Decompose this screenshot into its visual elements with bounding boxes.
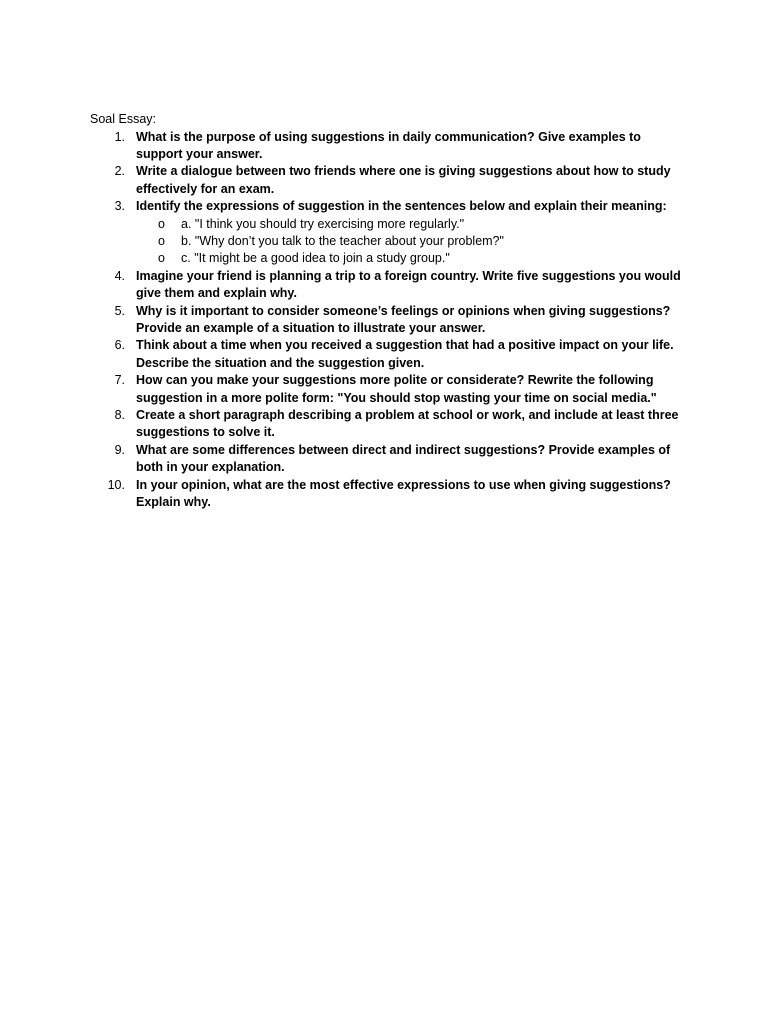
question-number: 7.: [114, 373, 125, 388]
question-list: [0, 129, 768, 512]
question-text: Imagine your friend is planning a trip to a foreign country. Write five suggestions you would give them and explain why.: [136, 268, 681, 301]
question-number: 5.: [114, 303, 125, 318]
question-number: 3.: [114, 199, 125, 214]
question-text: Think about a time when you received a suggestion that had a positive impact on your life. Describe the situation and the suggestion given.: [136, 338, 674, 370]
question-item: [0, 129, 768, 164]
question-number: 9.: [114, 442, 125, 457]
example-sentence-text: b. "Why don’t you talk to the teacher about your problem?": [181, 233, 504, 248]
question-number: 6.: [114, 338, 125, 353]
example-sentence-list: [0, 216, 768, 268]
bullet-marker: o: [158, 251, 165, 266]
question-item: [0, 477, 768, 512]
question-number: 1.: [114, 129, 125, 144]
question-text: In your opinion, what are the most effective expressions to use when giving suggestions? Explain why.: [136, 477, 671, 510]
question-text: What are some differences between direct and indirect suggestions? Provide examples of both in your explanation.: [136, 442, 671, 475]
question-text: Why is it important to consider someone’s feelings or opinions when giving suggestions? Provide an example of a situation to illustrate your answer.: [136, 303, 671, 335]
example-sentence-item: [0, 216, 768, 233]
question-text: What is the purpose of using suggestions in daily communication? Give examples to support your answer.: [136, 129, 641, 161]
example-sentence-item: [0, 233, 768, 250]
example-sentence-text: a. "I think you should try exercising more regularly.": [181, 216, 465, 231]
bullet-marker: o: [158, 216, 165, 231]
question-item: [0, 372, 768, 407]
question-number: 2.: [114, 164, 125, 179]
question-text: Write a dialogue between two friends where one is giving suggestions about how to study effectively for an exam.: [136, 164, 671, 196]
question-number: 8.: [114, 408, 125, 422]
essay-heading: Soal Essay:: [90, 112, 157, 126]
question-item: [0, 198, 768, 268]
question-item: [0, 442, 768, 477]
question-text: How can you make your suggestions more polite or considerate? Rewrite the following suggestion in a more polite form: "You should stop wasting your time on social media.": [136, 373, 657, 405]
question-number: 10.: [107, 477, 125, 492]
question-item: [0, 407, 768, 442]
question-item: [0, 337, 768, 372]
example-sentence-text: c. "It might be a good idea to join a study group.": [181, 251, 450, 266]
question-number: 4.: [114, 268, 125, 283]
question-text: Identify the expressions of suggestion in the sentences below and explain their meaning:: [136, 199, 667, 214]
question-item: [0, 268, 768, 303]
question-text: Create a short paragraph describing a problem at school or work, and include at least three suggestions to solve it.: [136, 408, 679, 440]
question-item: [0, 303, 768, 338]
bullet-marker: o: [158, 233, 165, 248]
example-sentence-item: [0, 250, 768, 267]
question-item: [0, 163, 768, 198]
